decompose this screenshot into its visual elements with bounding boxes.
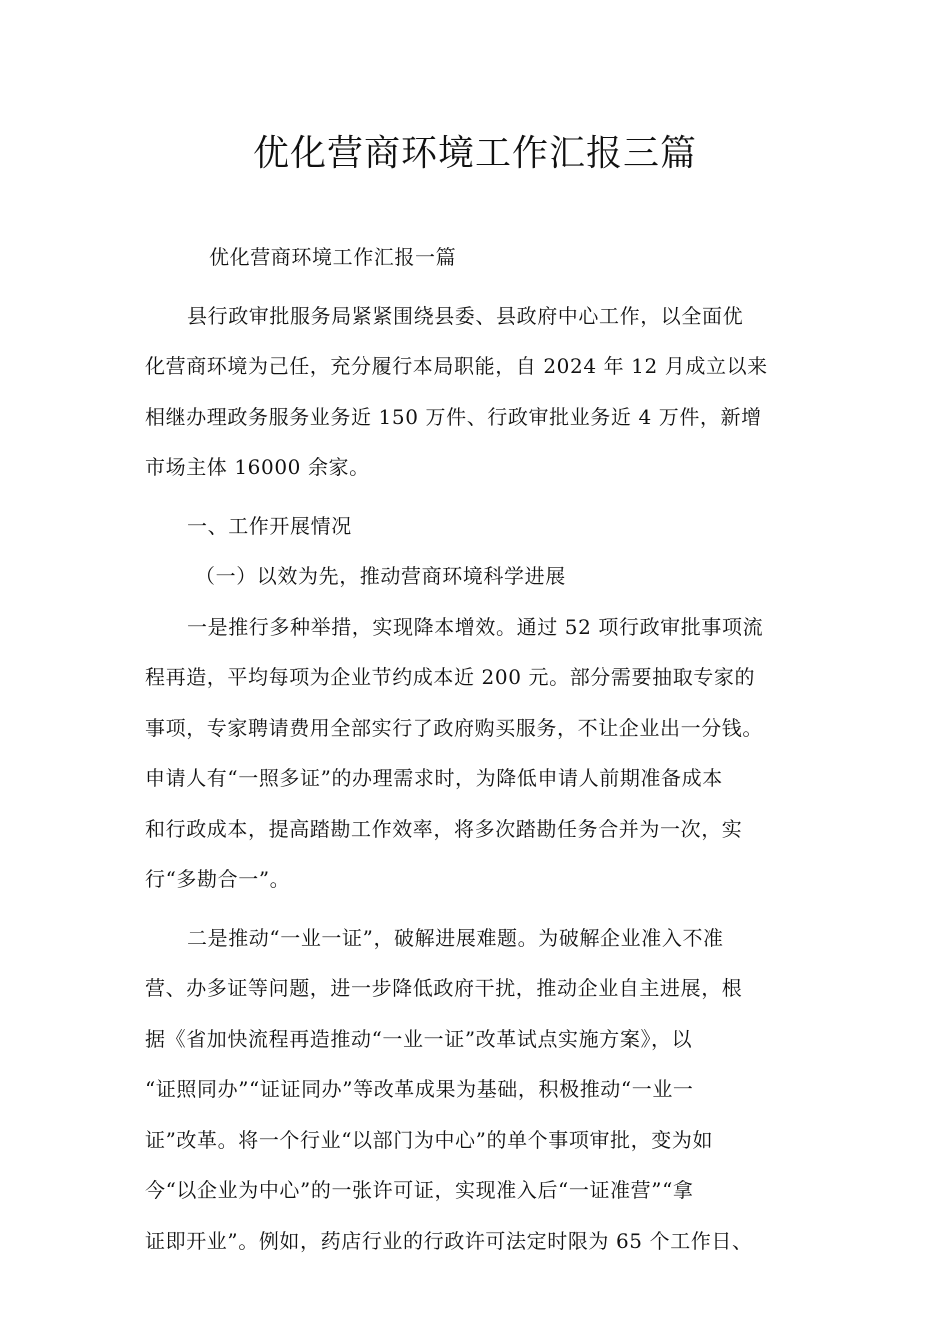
spacer xyxy=(145,493,825,501)
paragraph-line: 县行政审批服务局紧紧围绕县委、县政府中心工作，以全面优 xyxy=(187,303,744,328)
paragraph-1 xyxy=(145,291,825,493)
document-title: 优化营商环境工作汇报三篇 xyxy=(252,133,697,174)
paragraph-line: 营、办多证等问题，进一步降低政府干扰，推动企业自主进展，根 xyxy=(145,976,743,1000)
paragraph-3 xyxy=(145,913,825,1267)
heading-efficiency-first: （一）以效为先，推动营商环境科学进展 xyxy=(195,564,566,588)
paragraph-line: 程再造，平均每项为企业节约成本近 200 元。部分需要抽取专家的 xyxy=(145,665,756,689)
paragraph-line: 证”改革。将一个行业“以部门为中心”的单个事项审批，变为如 xyxy=(145,1127,714,1152)
section-subtitle: 优化营商环境工作汇报一篇 xyxy=(209,245,457,269)
paragraph-line: “证照同办”“证证同办”等改革成果为基础，积极推动“一业一 xyxy=(145,1077,694,1101)
paragraph-line: 和行政成本，提高踏勘工作效率，将多次踏勘任务合并为一次，实 xyxy=(145,816,743,841)
paragraph-2 xyxy=(145,602,825,905)
paragraph-line: 申请人有“一照多证”的办理需求时，为降低申请人前期准备成本 xyxy=(145,766,723,790)
paragraph-line: 今“以企业为中心”的一张许可证，实现准入后“一证准营”“拿 xyxy=(145,1178,694,1202)
paragraph-line: 行“多勘合一”。 xyxy=(145,867,291,891)
paragraph-line: 一是推行多种举措，实现降本增效。通过 52 项行政审批事项流 xyxy=(187,614,764,639)
paragraph-line: 据《省加快流程再造推动“一业一证”改革试点实施方案》，以 xyxy=(145,1026,693,1051)
spacer xyxy=(145,283,825,291)
paragraph-line: 化营商环境为己任，充分履行本局职能，自 2024 年 12 月成立以来 xyxy=(145,354,768,378)
paragraph-line: 相继办理政务服务业务近 150 万件、行政审批业务近 4 万件，新增 xyxy=(145,404,762,429)
document-body xyxy=(145,232,825,1266)
paragraph-line: 市场主体 16000 余家。 xyxy=(145,455,370,479)
heading-work-status: 一、工作开展情况 xyxy=(187,513,352,538)
paragraph-line: 事项，专家聘请费用全部实行了政府购买服务，不让企业出一分钱。 xyxy=(145,715,763,740)
paragraph-line: 证即开业”。例如，药店行业的行政许可法定时限为 65 个工作日、 xyxy=(145,1228,753,1253)
spacer xyxy=(145,905,825,913)
paragraph-line: 二是推动“一业一证”，破解进展难题。为破解企业准入不准 xyxy=(187,925,724,950)
